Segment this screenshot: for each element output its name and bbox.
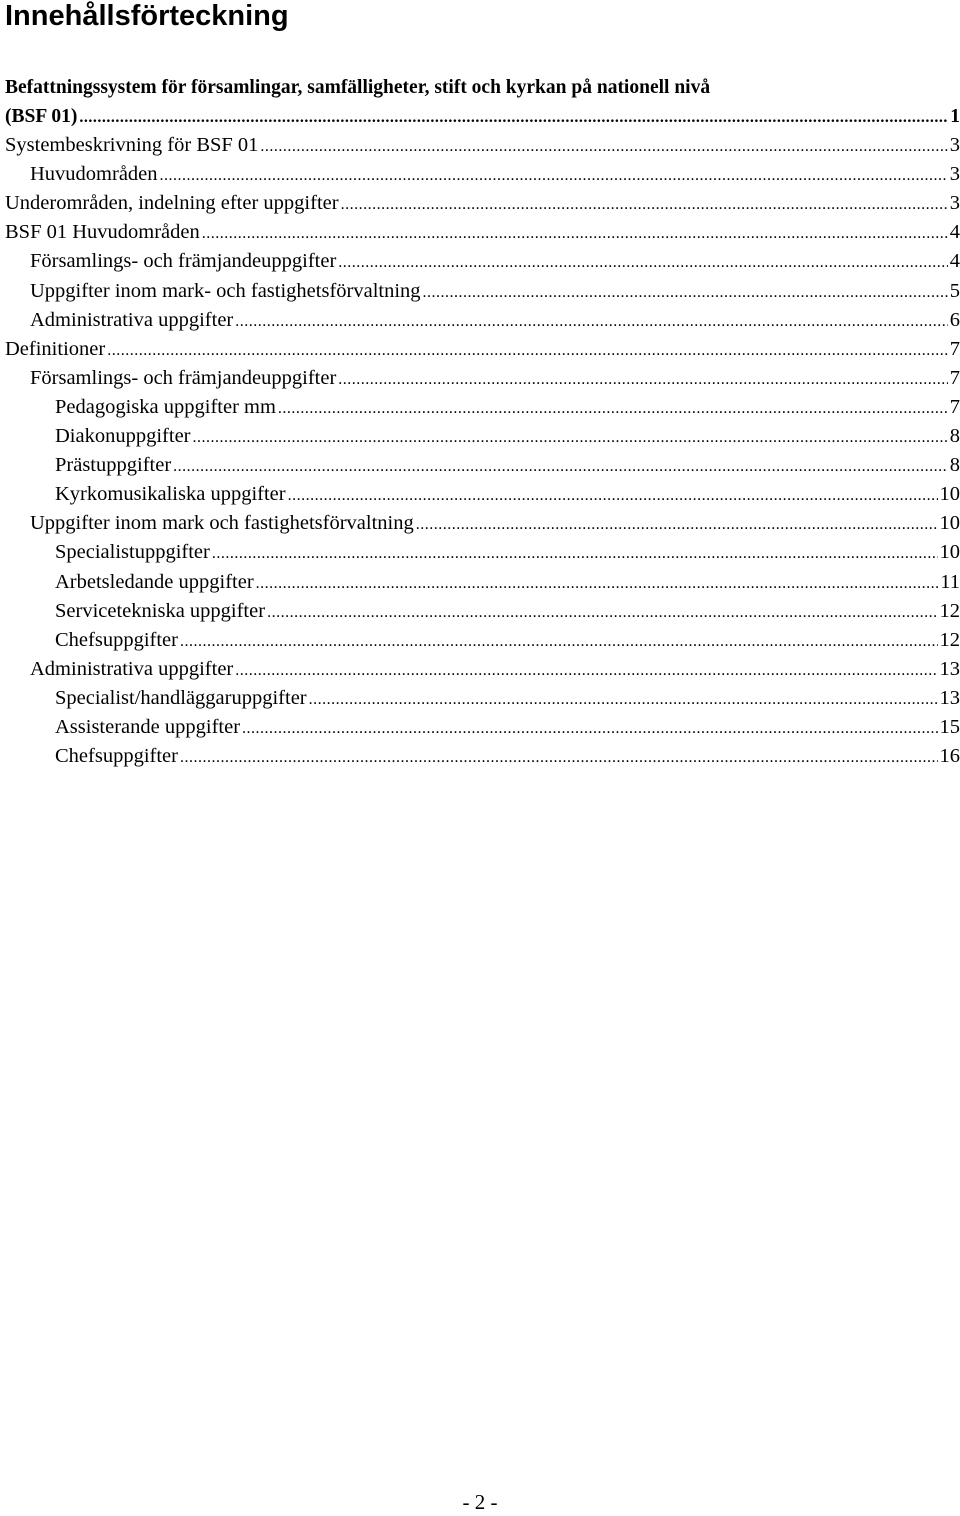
toc-entry-page: 6 — [950, 306, 960, 335]
toc-entry-title: Administrativa uppgifter — [30, 655, 233, 684]
toc-entry-title: Specialistuppgifter — [55, 538, 210, 567]
toc-entry[interactable] — [5, 713, 960, 742]
toc-entry-page: 3 — [950, 131, 960, 160]
toc-entry-title: Pedagogiska uppgifter mm — [55, 393, 276, 422]
toc-entry-title: Diakonuppgifter — [55, 422, 191, 451]
page-number: - 2 - — [0, 1488, 960, 1516]
toc-dot-leader — [212, 539, 938, 567]
toc-entry-page: 12 — [940, 626, 960, 655]
toc-entry-title: Arbetsledande uppgifter — [55, 568, 254, 597]
toc-entry[interactable] — [5, 597, 960, 626]
toc-entry-title-line: Befattningssystem för församlingar, samfälligheter, stift och kyrkan på nationell nivå — [5, 73, 710, 102]
toc-entry[interactable] — [5, 189, 960, 218]
toc-entry[interactable] — [5, 277, 960, 306]
toc-dot-leader — [79, 103, 948, 131]
toc-entry[interactable] — [5, 218, 960, 247]
toc-list — [5, 102, 960, 771]
toc-dot-leader — [180, 743, 938, 771]
toc-entry[interactable] — [5, 509, 960, 538]
toc-entry-page: 8 — [950, 422, 960, 451]
toc-entry-page: 13 — [940, 684, 960, 713]
toc-entry[interactable] — [5, 626, 960, 655]
toc-entry[interactable] — [5, 247, 960, 276]
toc-dot-leader — [278, 394, 948, 422]
toc-entry-page: 7 — [950, 393, 960, 422]
toc-dot-leader — [107, 336, 948, 364]
toc-entry[interactable] — [5, 451, 960, 480]
toc-entry[interactable] — [5, 160, 960, 189]
toc-entry[interactable] — [5, 655, 960, 684]
toc-entry-page: 5 — [950, 277, 960, 306]
toc-dot-leader — [423, 278, 948, 306]
toc-entry-page: 3 — [950, 160, 960, 189]
toc-entry-title: (BSF 01) — [5, 102, 77, 131]
toc-entry-page: 10 — [940, 509, 960, 538]
toc-entry-page: 7 — [950, 335, 960, 364]
toc-entry-title: Uppgifter inom mark- och fastighetsförvaltning — [30, 277, 421, 306]
toc-entry[interactable] — [5, 742, 960, 771]
toc-entry-title: Administrativa uppgifter — [30, 306, 233, 335]
toc-dot-leader — [338, 248, 947, 276]
toc-dot-leader — [160, 161, 948, 189]
toc-dot-leader — [173, 452, 948, 480]
toc-dot-leader — [235, 656, 937, 684]
toc-entry-title: BSF 01 Huvudområden — [5, 218, 200, 247]
toc-dot-leader — [267, 598, 937, 626]
toc-dot-leader — [341, 190, 948, 218]
toc-entry-page: 10 — [940, 480, 960, 509]
toc-entry-title: Systembeskrivning för BSF 01 — [5, 131, 258, 160]
toc-entry-title: Chefsuppgifter — [55, 626, 178, 655]
toc-entry[interactable] — [5, 538, 960, 567]
toc-entry-page: 11 — [940, 568, 960, 597]
toc-entry-title: Specialist/handläggaruppgifter — [55, 684, 307, 713]
toc-entry-page: 12 — [940, 597, 960, 626]
toc-entry-page: 4 — [950, 218, 960, 247]
toc-entry[interactable] — [5, 393, 960, 422]
toc-dot-leader — [288, 481, 938, 509]
toc-dot-leader — [202, 219, 948, 247]
toc-entry-page: 15 — [940, 713, 960, 742]
toc-entry[interactable] — [5, 684, 960, 713]
toc-dot-leader — [193, 423, 948, 451]
toc-dot-leader — [242, 714, 937, 742]
toc-entry-title: Servicetekniska uppgifter — [55, 597, 265, 626]
toc-entry[interactable] — [5, 568, 960, 597]
toc-entry-page: 1 — [950, 102, 960, 131]
toc-dot-leader — [256, 569, 939, 597]
toc-entry-title: Prästuppgifter — [55, 451, 171, 480]
toc-entry-page: 13 — [940, 655, 960, 684]
toc-dot-leader — [416, 510, 938, 538]
toc-dot-leader — [235, 307, 948, 335]
toc-entry-title: Definitioner — [5, 335, 105, 364]
toc-entry-title: Huvudområden — [30, 160, 158, 189]
toc-dot-leader — [180, 627, 938, 655]
toc-entry-title: Församlings- och främjandeuppgifter — [30, 364, 336, 393]
toc-entry-page: 16 — [940, 742, 960, 771]
toc-entry-page: 8 — [950, 451, 960, 480]
toc-entry-title: Assisterande uppgifter — [55, 713, 240, 742]
toc-entry-page: 10 — [940, 538, 960, 567]
toc-entry[interactable] — [5, 102, 960, 131]
toc-entry[interactable] — [5, 364, 960, 393]
toc-entry[interactable] — [5, 131, 960, 160]
toc-heading: Innehållsförteckning — [5, 0, 289, 34]
toc-entry[interactable] — [5, 335, 960, 364]
toc-entry[interactable] — [5, 480, 960, 509]
toc-entry-title: Uppgifter inom mark och fastighetsförvaltning — [30, 509, 414, 538]
toc-entry-page: 7 — [950, 364, 960, 393]
toc-entry-title: Underområden, indelning efter uppgifter — [5, 189, 339, 218]
toc-entry[interactable] — [5, 422, 960, 451]
toc-entry-title: Församlings- och främjandeuppgifter — [30, 247, 336, 276]
toc-dot-leader — [309, 685, 938, 713]
toc-entry-page: 3 — [950, 189, 960, 218]
toc-entry[interactable] — [5, 306, 960, 335]
toc-entry-page: 4 — [950, 247, 960, 276]
toc-entry-title: Kyrkomusikaliska uppgifter — [55, 480, 286, 509]
toc-entry-title: Chefsuppgifter — [55, 742, 178, 771]
toc-dot-leader — [260, 132, 947, 160]
toc-dot-leader — [338, 365, 947, 393]
